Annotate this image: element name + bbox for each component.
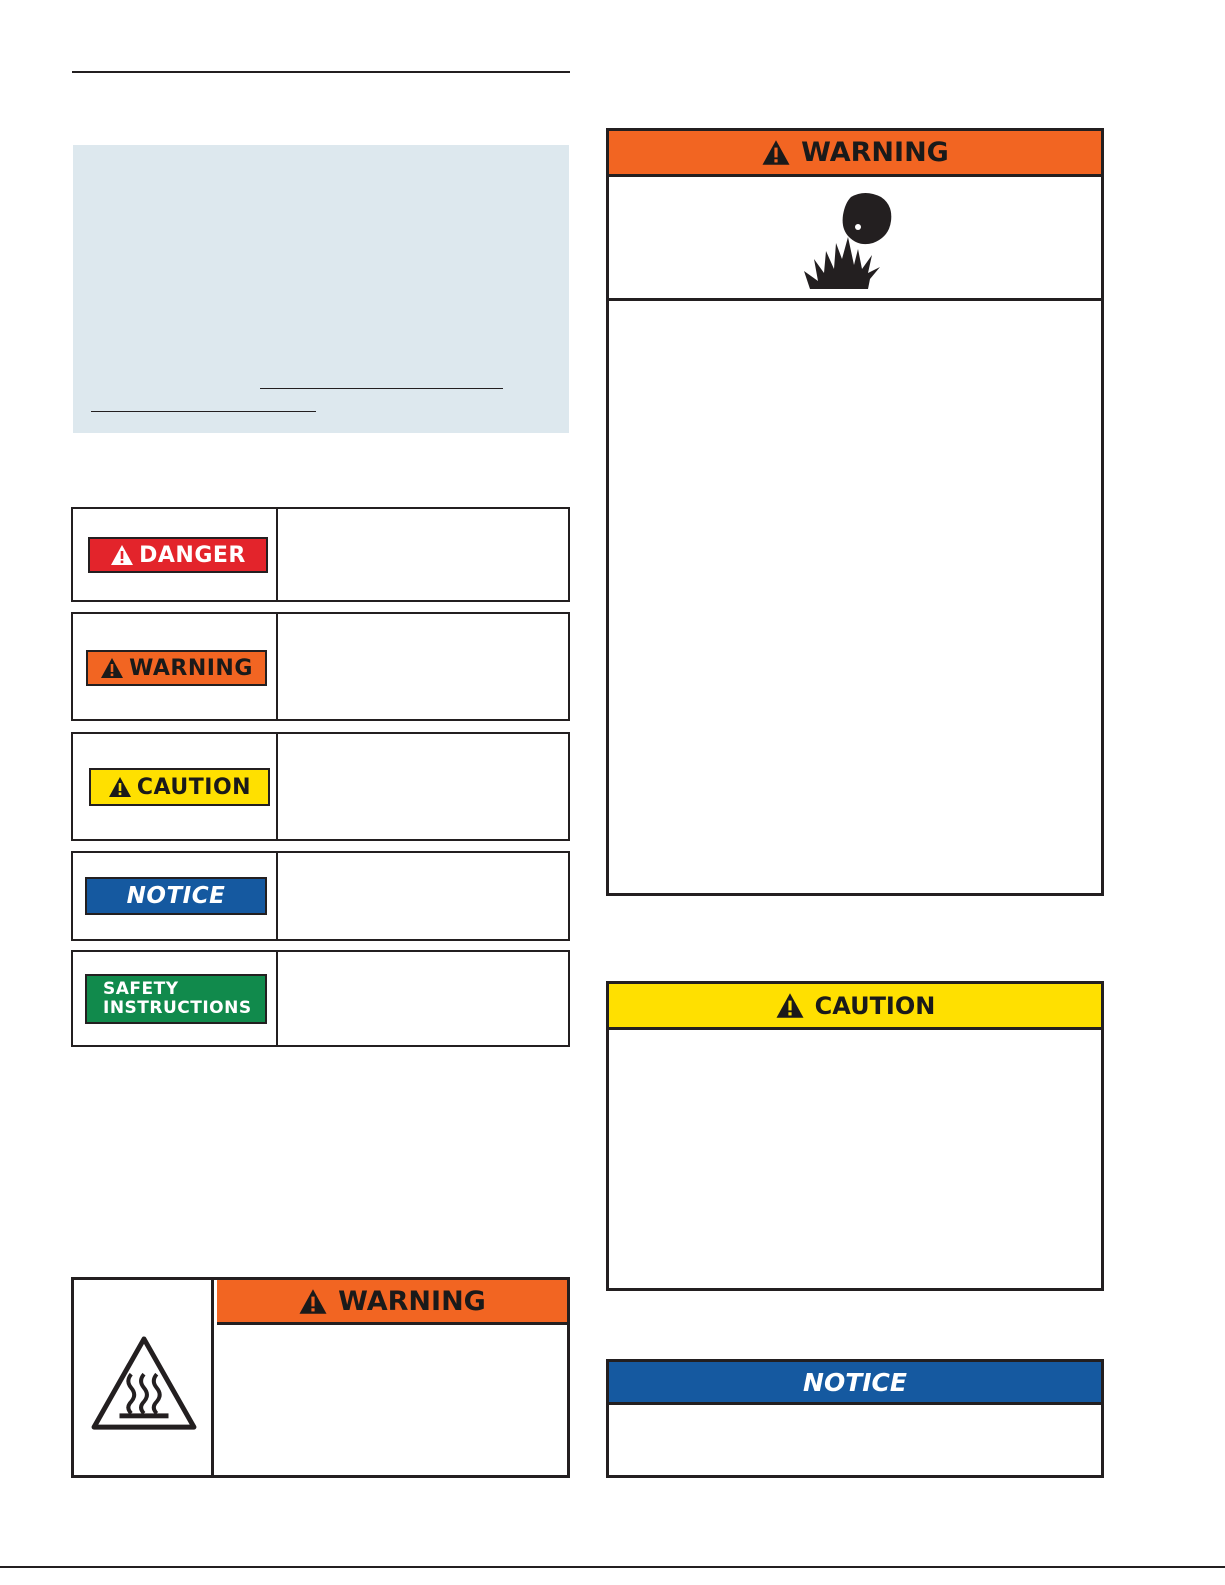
notice-label [85, 877, 267, 915]
notice-title: NOTICE [803, 1367, 907, 1397]
warning-label [86, 650, 267, 686]
explosion-warning-panel [606, 128, 1104, 896]
warning-label-text: WARNING [129, 655, 253, 681]
legend-divider [276, 614, 278, 719]
info-box [73, 145, 569, 433]
alert-triangle-icon [298, 1288, 328, 1315]
explosion-icon-area [609, 177, 1101, 301]
info-link-underline-2[interactable] [91, 411, 316, 412]
legend-row-caution [71, 732, 570, 841]
caution-header [609, 984, 1101, 1030]
alert-triangle-icon [775, 992, 805, 1019]
alert-triangle-icon [110, 544, 134, 566]
safety-label-line-1: SAFETY [103, 979, 179, 999]
legend-row-notice [71, 851, 570, 941]
explosion-warning-title: WARNING [801, 137, 949, 168]
hot-surface-icon-cell [74, 1280, 214, 1475]
legend-divider [276, 952, 278, 1045]
notice-panel [606, 1359, 1104, 1478]
notice-header [609, 1362, 1101, 1405]
safety-label-line-2: INSTRUCTIONS [103, 998, 252, 1018]
info-link-underline-1[interactable] [260, 388, 503, 389]
hot-surface-warning-panel [71, 1277, 570, 1478]
legend-row-safety [71, 950, 570, 1047]
notice-label-text: NOTICE [126, 883, 226, 909]
caution-panel [606, 981, 1104, 1291]
legend-divider [276, 509, 278, 600]
hot-surface-warning-header [217, 1280, 567, 1325]
footer-rule [0, 1566, 1225, 1568]
caution-title: CAUTION [814, 991, 936, 1020]
explosion-hazard-icon [796, 189, 906, 294]
alert-triangle-icon [108, 776, 132, 798]
alert-triangle-icon [761, 139, 791, 166]
legend-divider [276, 853, 278, 939]
legend-row-danger [71, 507, 570, 602]
caution-label-text: CAUTION [136, 774, 252, 800]
danger-label-text: DANGER [139, 542, 246, 568]
hot-surface-warning-title: WARNING [338, 1285, 486, 1317]
caution-label [89, 768, 270, 806]
safety-instructions-label [85, 974, 267, 1024]
alert-triangle-icon [100, 657, 124, 679]
explosion-warning-header [609, 131, 1101, 177]
danger-label [88, 537, 268, 573]
legend-divider [276, 734, 278, 839]
legend-row-warning [71, 612, 570, 721]
hot-surface-icon [90, 1335, 198, 1433]
header-rule [72, 71, 570, 73]
